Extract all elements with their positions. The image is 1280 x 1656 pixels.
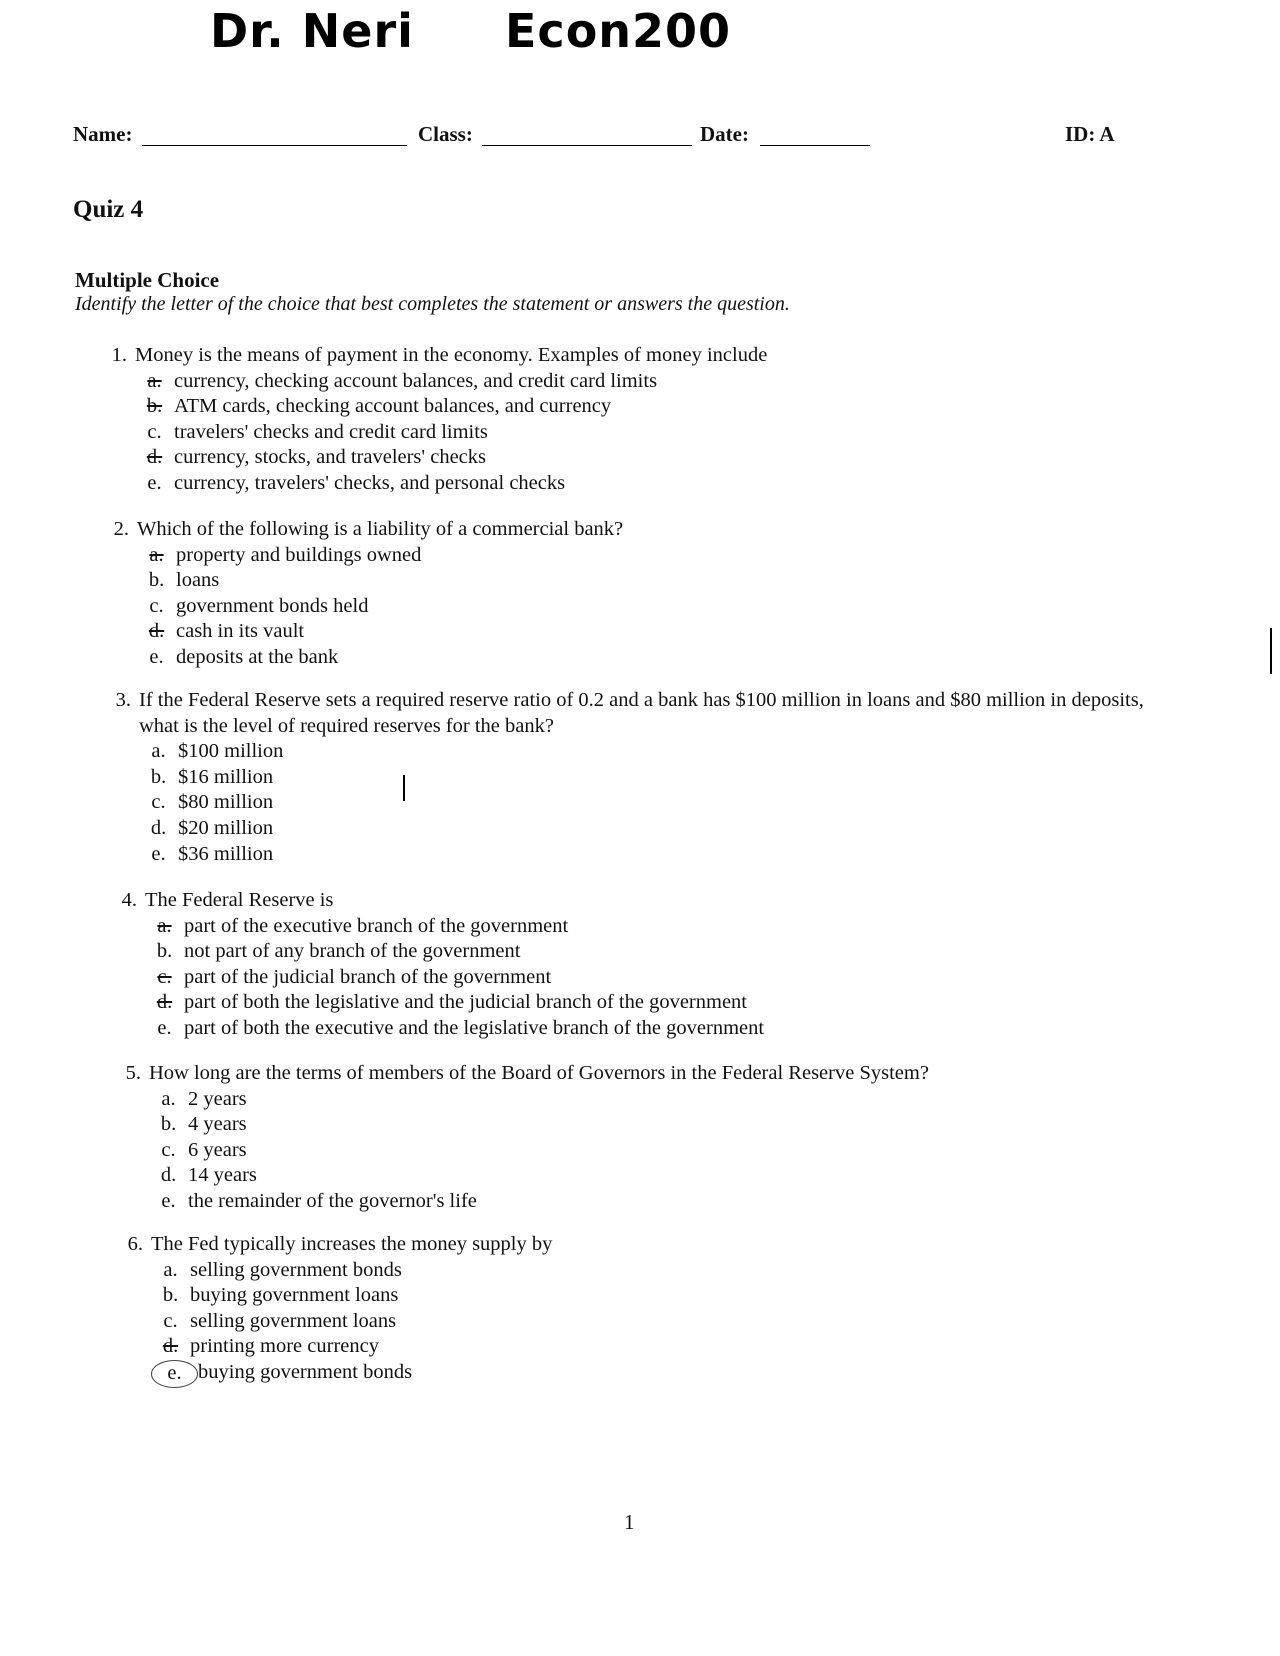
answer-option[interactable] <box>149 1087 1167 1113</box>
option-letter: e. <box>147 471 162 494</box>
question-stem <box>95 517 1155 543</box>
question-number: 5. <box>125 1062 141 1084</box>
question-6 <box>109 1232 1169 1388</box>
answer-option[interactable] <box>149 1163 1167 1189</box>
option-text: currency, travelers' checks, and personal checks <box>174 471 566 494</box>
question-number: 3. <box>115 689 131 711</box>
option-letter: d. <box>162 1335 179 1358</box>
question-text: The Fed typically increases the money supply by <box>151 1233 553 1255</box>
handwritten-course: Econ200 <box>505 4 732 58</box>
option-letter: b. <box>148 569 165 592</box>
question-stem <box>107 1061 1167 1087</box>
answer-option[interactable] <box>135 445 1153 471</box>
question-stem <box>97 688 1157 739</box>
answer-option[interactable] <box>145 914 1163 940</box>
option-letter: c. <box>163 1309 178 1332</box>
answer-option[interactable] <box>151 1283 1169 1309</box>
answer-option[interactable] <box>137 645 1155 671</box>
question-5 <box>107 1061 1167 1215</box>
answer-option[interactable] <box>149 1138 1167 1164</box>
answer-option[interactable] <box>139 739 1157 765</box>
answer-option[interactable] <box>151 1258 1169 1284</box>
option-letter: e. <box>161 1189 176 1212</box>
answer-option[interactable] <box>149 1112 1167 1138</box>
option-text: government bonds held <box>176 594 369 617</box>
question-text: The Federal Reserve is <box>145 889 334 911</box>
option-letter: c. <box>161 1138 176 1161</box>
question-text: Which of the following is a liability of a commercial bank? <box>137 518 624 540</box>
option-letter: c. <box>151 791 166 814</box>
answer-option[interactable] <box>139 842 1157 868</box>
section-instructions: Identify the letter of the choice that best completes the statement or answers the question. <box>75 293 790 315</box>
option-text: deposits at the bank <box>176 645 339 668</box>
handwritten-instructor: Dr. Neri <box>210 4 414 58</box>
option-text: $20 million <box>178 816 274 839</box>
option-letter: a. <box>161 1087 176 1110</box>
question-stem <box>109 1232 1169 1258</box>
name-label: Name: <box>73 122 133 146</box>
option-letter: a. <box>149 543 164 566</box>
option-letter: b. <box>156 940 173 963</box>
option-text: not part of any branch of the government <box>184 940 521 963</box>
option-text: part of the executive branch of the government <box>184 914 569 937</box>
page-number: 1 <box>624 1510 635 1534</box>
option-text: the remainder of the governor's life <box>188 1189 477 1212</box>
answer-option[interactable] <box>145 990 1163 1016</box>
question-4 <box>103 888 1163 1042</box>
question-number: 6. <box>127 1233 143 1255</box>
option-text: loans <box>176 569 220 592</box>
name-blank[interactable] <box>142 145 407 146</box>
option-letter: d. <box>150 816 167 839</box>
option-letter: a. <box>151 740 166 763</box>
question-2 <box>95 517 1155 671</box>
answer-option[interactable] <box>151 1309 1169 1335</box>
option-letter: d. <box>160 1164 177 1187</box>
option-letter: e. <box>151 1360 198 1388</box>
option-letter: b. <box>146 395 163 418</box>
class-blank[interactable] <box>482 145 692 146</box>
option-text: printing more currency <box>190 1335 379 1358</box>
answer-option[interactable] <box>135 471 1153 497</box>
class-label: Class: <box>418 122 473 146</box>
option-text: 2 years <box>188 1087 247 1110</box>
answer-option[interactable] <box>137 568 1155 594</box>
date-label: Date: <box>700 122 749 146</box>
option-text: $100 million <box>178 740 284 763</box>
answer-option[interactable] <box>139 790 1157 816</box>
option-letter: d. <box>146 446 163 469</box>
question-number: 4. <box>121 889 137 911</box>
option-text: currency, stocks, and travelers' checks <box>174 446 487 469</box>
option-letter: e. <box>157 1016 172 1039</box>
option-text: part of both the executive and the legislative branch of the government <box>184 1016 765 1039</box>
option-text: part of the judicial branch of the government <box>184 965 552 988</box>
option-letter: c. <box>147 420 162 443</box>
option-letter: e. <box>149 645 164 668</box>
option-text: currency, checking account balances, and credit card limits <box>174 369 658 392</box>
answer-option[interactable] <box>135 394 1153 420</box>
answer-option[interactable] <box>151 1334 1169 1360</box>
option-text: $16 million <box>178 765 274 788</box>
option-letter: d. <box>148 620 165 643</box>
question-number: 1. <box>111 344 127 366</box>
option-letter: b. <box>150 765 167 788</box>
option-letter: c. <box>157 965 172 988</box>
quiz-title: Quiz 4 <box>73 196 144 223</box>
question-text: Money is the means of payment in the economy. Examples of money include <box>135 344 768 366</box>
answer-option[interactable] <box>139 765 1157 791</box>
option-text: buying government loans <box>190 1284 399 1307</box>
question-3 <box>97 688 1157 867</box>
answer-option[interactable] <box>145 965 1163 991</box>
question-stem <box>103 888 1163 914</box>
answer-option[interactable] <box>145 1016 1163 1042</box>
option-letter: a. <box>163 1258 178 1281</box>
option-letter: e. <box>151 842 166 865</box>
question-text: If the Federal Reserve sets a required reserve ratio of 0.2 and a bank has $100 million in loans and $80 million in deposits, what is the level of required reserves for the bank? <box>139 689 1144 737</box>
option-letter: d. <box>156 991 173 1014</box>
option-letter: b. <box>160 1113 177 1136</box>
option-text: travelers' checks and credit card limits <box>174 420 488 443</box>
option-text: $80 million <box>178 791 274 814</box>
option-text: 14 years <box>188 1164 257 1187</box>
option-letter: c. <box>149 594 164 617</box>
id-label: ID: A <box>1065 122 1115 146</box>
option-text: property and buildings owned <box>176 543 422 566</box>
answer-option[interactable] <box>137 543 1155 569</box>
answer-option[interactable] <box>135 420 1153 446</box>
question-stem <box>93 343 1153 369</box>
scan-mark <box>1270 628 1272 674</box>
option-text: selling government loans <box>190 1309 397 1332</box>
question-number: 2. <box>113 518 129 540</box>
option-text: part of both the legislative and the judicial branch of the government <box>184 991 747 1014</box>
answer-option[interactable] <box>137 594 1155 620</box>
option-text: cash in its vault <box>176 620 305 643</box>
option-text: $36 million <box>178 842 274 865</box>
question-1 <box>93 343 1153 497</box>
answer-option[interactable] <box>137 619 1155 645</box>
option-text: 6 years <box>188 1138 247 1161</box>
option-text: 4 years <box>188 1113 247 1136</box>
question-text: How long are the terms of members of the Board of Governors in the Federal Reserve System? <box>149 1062 929 1084</box>
answer-option[interactable] <box>151 1360 1169 1388</box>
option-text: ATM cards, checking account balances, and currency <box>174 395 612 418</box>
section-heading: Multiple Choice <box>75 268 220 292</box>
option-text: buying government bonds <box>198 1360 413 1383</box>
answer-option[interactable] <box>149 1189 1167 1215</box>
option-letter: a. <box>147 369 162 392</box>
option-letter: b. <box>162 1284 179 1307</box>
answer-option[interactable] <box>145 939 1163 965</box>
date-blank[interactable] <box>760 145 870 146</box>
answer-option[interactable] <box>135 369 1153 395</box>
option-letter: a. <box>157 914 172 937</box>
scan-mark <box>403 775 405 801</box>
answer-option[interactable] <box>139 816 1157 842</box>
option-text: selling government bonds <box>190 1258 402 1281</box>
